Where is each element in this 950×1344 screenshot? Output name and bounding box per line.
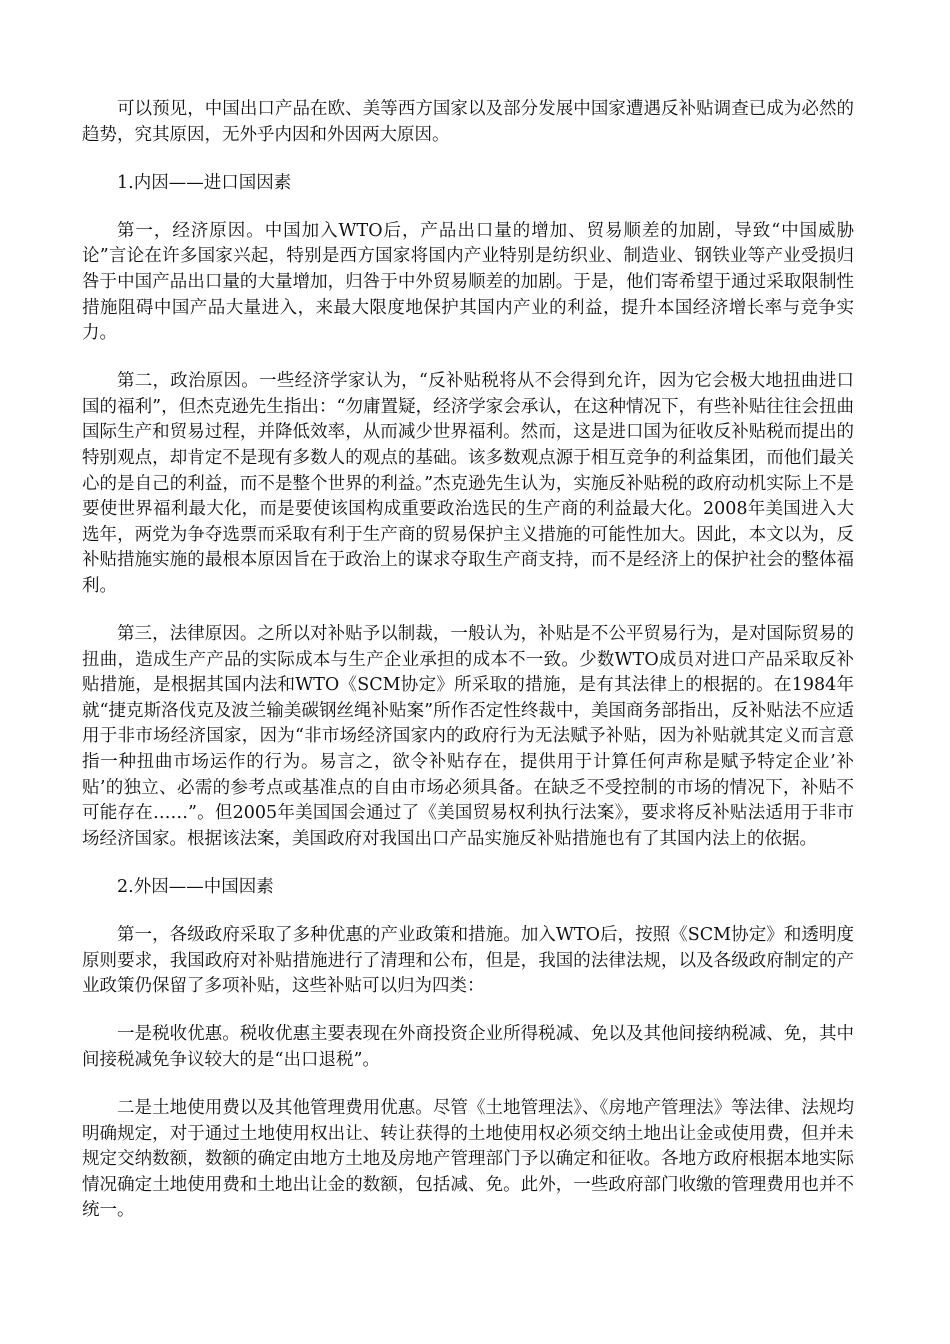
paragraph-intro: 可以预见，中国出口产品在欧、美等西方国家以及部分发展中国家遭遇反补贴调查已成为必然的趋势，究其原因，无外乎内因和外因两大原因。 [82,99,854,145]
paragraph-economic-reason: 第一，经济原因。中国加入WTO后，产品出口量的增加、贸易顺差的加剧，导致“中国威胁论”言论在许多国家兴起，特别是西方国家将国内产业特别是纺织业、制造业、钢铁业等产业受损归咎于中国产品出口量的大量增加，归咎于中外贸易顺差的加剧。于是，他们寄希望于通过采取限制性措施阻碍中国产品大量进入，来最大限度地保护其国内产业的利益，提升本国经济增长率与竞争实力。 [82,220,854,344]
paragraph-land-fees: 二是土地使用费以及其他管理费用优惠。尽管《土地管理法》、《房地产管理法》等法律、法规均明确规定，对于通过土地使用权出让、转让获得的土地使用权必须交纳土地出让金或使用费，但并未规定交纳数额，数额的确定由地方土地及房地产管理部门予以确定和征收。各地方政府根据本地实际情况确定土地使用费和土地出让金的数额，包括减、免。此外，一些政府部门收缴的管理费用也并不统一。 [82,1098,854,1221]
document-page [82,97,854,1246]
paragraph-political-reason: 第二，政治原因。一些经济学家认为，“反补贴税将从不会得到允许，因为它会极大地扭曲进口国的福利”，但杰克逊先生指出：“勿庸置疑，经济学家会承认，在这种情况下，有些补贴往往会扭曲国际生产和贸易过程，并降低效率，从而减少世界福利。然而，这是进口国为征收反补贴税而提出的特别观点，却肯定不是现有多数人的观点的基础。该多数观点源于相互竞争的利益集团，而他们最关心的是自己的利益，而不是整个世界的利益。”杰克逊先生认为，实施反补贴税的政府动机实际上不是要使世界福利最大化，而是要使该国构成重要政治选民的生产商的利益最大化。2008年美国进入大选年，两党为争夺选票而采取有利于生产商的贸易保护主义措施的可能性加大。因此，本文以为，反补贴措施实施的最根本原因旨在于政治上的谋求夺取生产商支持，而不是经济上的保护社会的整体福利。 [82,371,854,596]
paragraph-tax-incentives: 一是税收优惠。税收优惠主要表现在外商投资企业所得税减、免以及其他间接纳税减、免，其中间接税减免争议较大的是“出口退税”。 [82,1024,854,1070]
paragraph-industrial-policy: 第一，各级政府采取了多种优惠的产业政策和措施。加入WTO后，按照《SCM协定》和透明度原则要求，我国政府对补贴措施进行了清理和公布，但是，我国的法律法规，以及各级政府制定的产业政策仍保留了多项补贴，这些补贴可以归为四类： [82,925,854,997]
paragraph-legal-reason: 第三，法律原因。之所以对补贴予以制裁，一般认为，补贴是不公平贸易行为，是对国际贸易的扭曲，造成生产产品的实际成本与生产企业承担的成本不一致。少数WTO成员对进口产品采取反补贴措施，是根据其国内法和WTO《SCM协定》所采取的措施，是有其法律上的根据的。在1984年就“捷克斯洛伐克及波兰输美碳钢丝绳补贴案”所作否定性终裁中，美国商务部指出，反补贴法不应适用于非市场经济国家，因为“非市场经济国家内的政府行为无法赋予补贴，因为补贴就其定义而言意指一种扭曲市场运作的行为。易言之，欲令补贴存在，提供用于计算任何声称是赋予特定企业’补贴’的独立、必需的参考点或基准点的自由市场必须具备。在缺乏不受控制的市场的情况下，补贴不可能存在……”。但2005年美国国会通过了《美国贸易权利执行法案》，要求将反补贴法适用于非市场经济国家。根据该法案，美国政府对我国出口产品实施反补贴措施也有了其国内法上的依据。 [82,624,854,849]
section-heading-internal-causes: 1.内因——进口国因素 [117,172,292,193]
section-heading-external-causes: 2.外因——中国因素 [117,876,274,897]
